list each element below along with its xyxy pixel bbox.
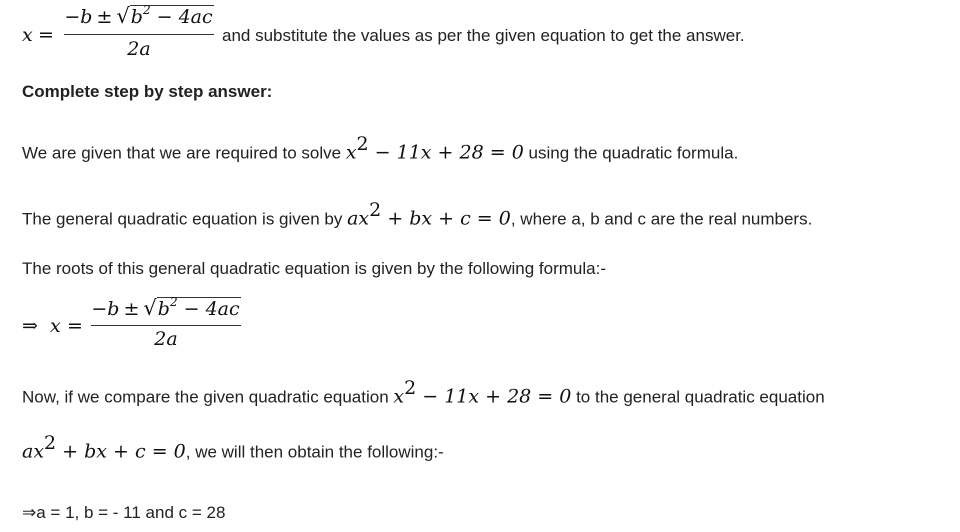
paragraph-roots-intro: The roots of this general quadratic equation is given by the following formula:- <box>22 259 606 278</box>
paragraph-general-equation: The general quadratic equation is given by $ax^2$ + bx + c = 0, where a, b and c are the real numbers. <box>22 199 813 230</box>
var-x: x <box>22 24 33 46</box>
fraction-numerator: $-b \pm √b^2 - 4ac$ <box>91 294 240 320</box>
paragraph-problem-statement: We are given that we are required to solve $x^2 - 11x + 28 = 0$ using the quadratic formula. <box>22 133 739 164</box>
fraction-quadratic-formula <box>91 294 241 352</box>
fraction-quadratic-formula <box>64 2 214 60</box>
var-x: x <box>50 315 61 337</box>
paragraph-comparison: Now, if we compare the given quadratic equation $x^2 - 11x + 28 = 0$ to the general quadratic equation <box>22 377 825 408</box>
equals-sign: = <box>67 315 83 337</box>
paragraph-obtain: $ax^2$ + bx + c = 0, we will then obtain the following:- <box>22 432 444 463</box>
fraction-denominator: 2a <box>127 38 151 60</box>
equals-sign: = <box>38 24 54 46</box>
paragraph-coefficients: ⇒a = 1, b = - 11 and c = 28 <box>22 503 226 522</box>
line1-text: and substitute the values as per the given equation to get the answer. <box>222 26 745 45</box>
fraction-denominator: 2a <box>154 328 178 350</box>
section-heading: Complete step by step answer: <box>22 82 273 101</box>
fraction-numerator: $-b \pm √b^2 - 4ac$ <box>64 2 213 28</box>
fraction-bar <box>91 325 241 326</box>
fraction-bar <box>64 34 214 35</box>
implies-arrow: ⇒ <box>22 315 38 337</box>
